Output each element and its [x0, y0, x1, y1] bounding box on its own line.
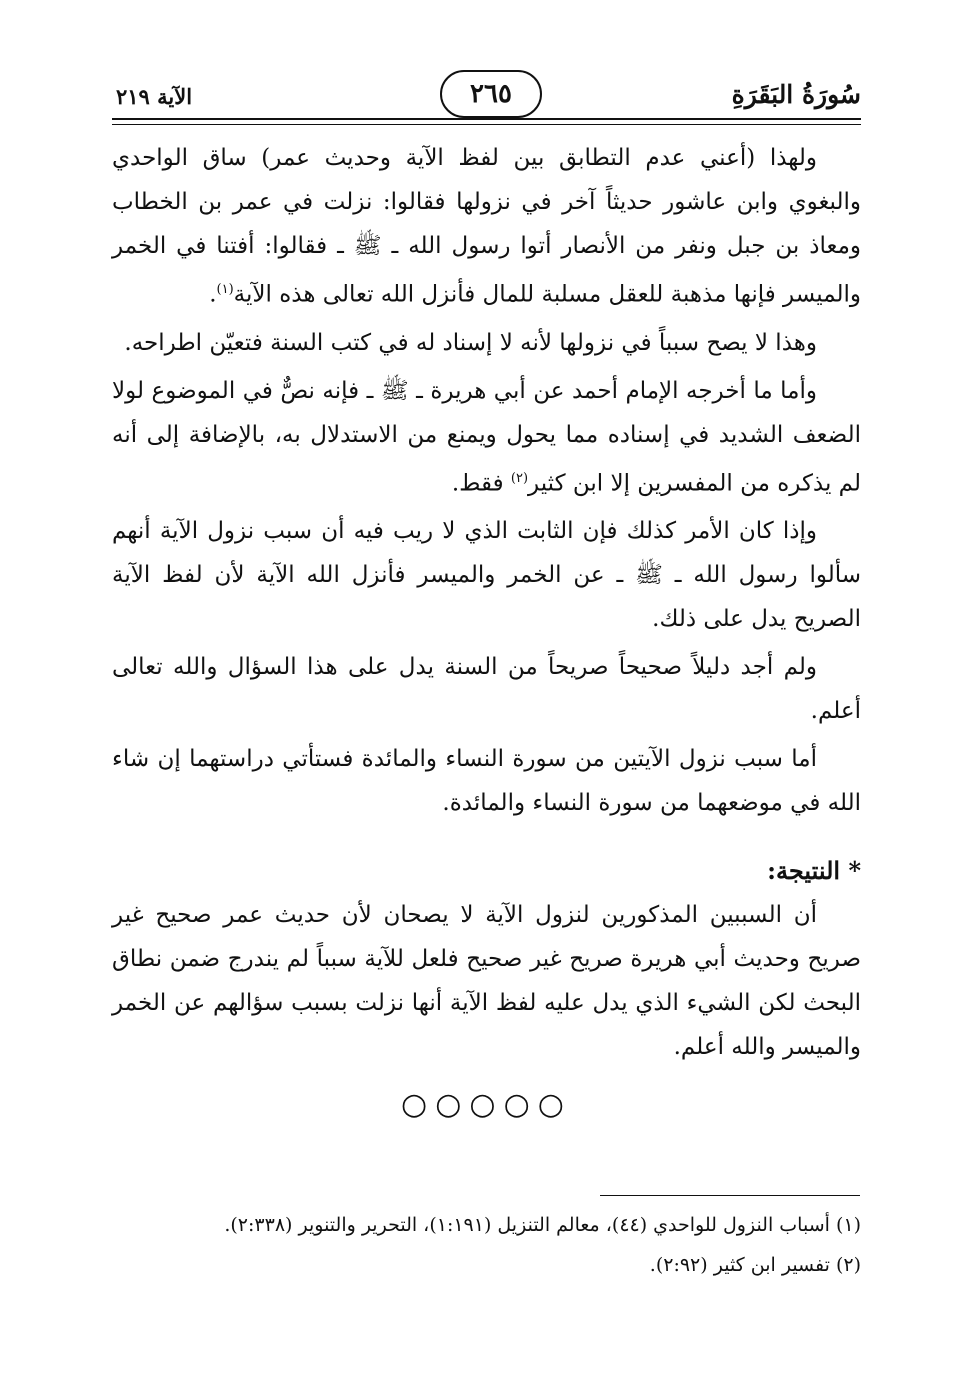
paragraph-text: وأما ما أخرجه الإمام أحمد عن أبي هريرة ـ ﷺ ـ فإنه نصٌّ في الموضوع لولا الضعف الشديد في إسناده مما يحول ويمنع من الاستدلال به، بالإضافة إلى أنه لم يذكره من المفسرين إلا ابن كثير — [112, 377, 861, 497]
paragraph-text: أما سبب نزول الآيتين من سورة النساء والمائدة فستأتي دراستهما إن شاء الله في موضعهما من سورة النساء والمائدة. — [112, 746, 861, 817]
footnote-separator — [600, 1195, 860, 1196]
paragraph — [112, 321, 861, 365]
footnotes — [112, 1205, 861, 1285]
paragraph-tail: . — [209, 281, 217, 308]
footnote-ref[interactable]: (١) — [216, 282, 234, 297]
main-text — [112, 136, 861, 1122]
paragraph — [112, 136, 861, 317]
footnote-ref[interactable]: (٢) — [510, 470, 529, 486]
header-surah-title: سُورَةُ البَقَرَةِ — [731, 80, 861, 109]
paragraph — [112, 509, 861, 641]
paragraph-text: ولهذا (أعني عدم التطابق بين لفظ الآية وحديث عمر) ساق الواحدي والبغوي وابن عاشور حديثاً آخر في نزولها فقالوا: نزلت في عمر بن الخطاب ومعاذ بن جبل ونفر من الأنصار أتوا رسول الله ـ ﷺ ـ فقالوا: أفتنا في الخمر والميسر فإنها مذهبة للعقل مسلبة للمال فأنزل الله تعالى هذه الآية — [112, 145, 861, 308]
paragraph-text: ولم أجد دليلاً صحيحاً صريحاً من السنة يدل على هذا السؤال والله تعالى أعلم. — [112, 654, 861, 725]
header-rule — [112, 118, 861, 120]
paragraph — [112, 737, 861, 825]
result-text: أن السببين المذكورين لنزول الآية لا يصحان لأن حديث عمر صحيح غير صريح وحديث أبي هريرة صريح غير صحيح فلعل للآية سبباً لم يندرج ضمن نطاق البحث لكن الشيء الذي يدل عليه لفظ الآية أنها نزلت بسبب سؤالهم عن الخمر والميسر والله أعلم. — [112, 902, 861, 1061]
paragraph — [112, 645, 861, 733]
header-rule-thin — [112, 124, 861, 125]
paragraph-text: وإذا كان الأمر كذلك فإن الثابت الذي لا ريب فيه أن سبب نزول الآية أنهم سألوا رسول الله ـ ﷺ ـ عن الخمر والميسر فأنزل الله الآية لأن لفظ الآية الصريح يدل على ذلك. — [112, 518, 861, 633]
footnote-2: (٢) تفسير ابن كثير (٢:٩٢). — [649, 1254, 861, 1276]
footnote-1: (١) أسباب النزول للواحدي (٤٤)، معالم التنزيل (١:١٩١)، التحرير والتنوير (٢:٣٣٨). — [224, 1214, 861, 1236]
result-heading: * النتيجة: — [767, 856, 861, 886]
page-number — [440, 70, 542, 118]
paragraph-tail: فقط. — [451, 470, 511, 497]
paragraph — [112, 369, 861, 506]
page-number-text: ٢٦٥ — [470, 79, 512, 109]
result-paragraph — [112, 893, 861, 1069]
paragraph-text: وهذا لا يصح سبباً في نزولها لأنه لا إسناد له في كتب السنة فتعيّن اطراحه. — [124, 329, 817, 356]
section-ornament: ○○○○○ — [401, 1087, 572, 1123]
header-ayah-number: الآية ٢١٩ — [116, 84, 193, 109]
